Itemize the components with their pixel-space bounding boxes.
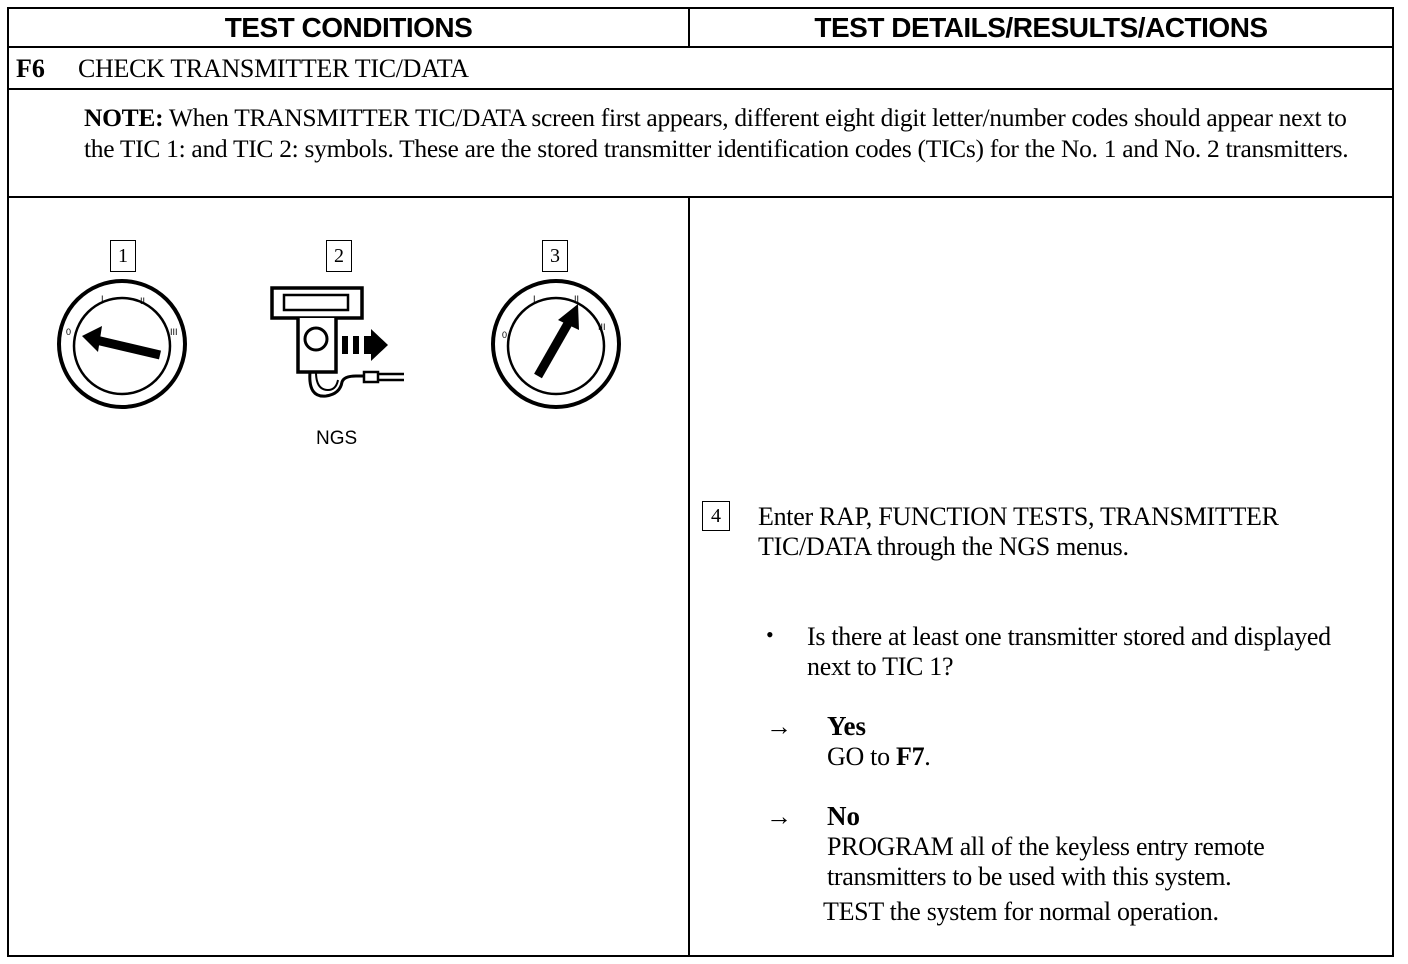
note-label: NOTE: [84, 103, 164, 132]
yes-action-suffix: . [924, 742, 931, 771]
note [84, 102, 1374, 164]
yes-arrow-icon: → [766, 712, 792, 741]
switch-mark-off: 0 [66, 327, 72, 337]
callout-4: 4 [702, 501, 730, 531]
switch-mark-ii: II [140, 296, 146, 306]
note-text: When TRANSMITTER TIC/DATA screen first appears, different eight digit letter/number codes should appear next to the TIC 1: and TIC 2: symbols. These are the stored transmitter identification codes (TICs) for the No. 1 and No. 2 transmitters. [84, 103, 1349, 163]
ignition-switch-off-icon [52, 278, 192, 414]
callout-1: 1 [110, 240, 136, 272]
callout-3: 3 [542, 240, 568, 272]
no-action-test: TEST the system for normal operation. [823, 897, 1219, 926]
instruction-text: Enter RAP, FUNCTION TESTS, TRANSMITTER TIC/DATA through the NGS menus. [758, 502, 1279, 561]
no-action-program: PROGRAM all of the keyless entry remote transmitters to be used with this system. [827, 832, 1265, 891]
yes-action-target: F7 [895, 742, 925, 771]
yes-action [827, 742, 1387, 772]
switch-mark-iii: III [170, 327, 178, 337]
callout-2: 2 [326, 240, 352, 272]
ngs-label: NGS [316, 428, 358, 449]
ngs-tester-icon [264, 282, 414, 410]
no-label: No [827, 801, 860, 831]
yes-label: Yes [827, 711, 866, 741]
switch-mark-iii: III [598, 322, 606, 332]
header-test-conditions: TEST CONDITIONS [224, 12, 473, 43]
switch-mark-ii: II [574, 294, 580, 304]
yes-action-prefix: GO to [827, 742, 896, 771]
body-column-divider [688, 196, 690, 957]
step-divider [7, 88, 1394, 90]
switch-mark-i: I [533, 294, 536, 304]
step-title: CHECK TRANSMITTER TIC/DATA [78, 54, 469, 83]
header-test-details: TEST DETAILS/RESULTS/ACTIONS [814, 12, 1268, 43]
no-arrow-icon: → [766, 802, 792, 831]
switch-mark-off: 0 [502, 330, 508, 340]
step-id: F6 [16, 54, 45, 83]
switch-mark-i: I [101, 294, 104, 304]
note-divider [7, 196, 1394, 198]
ignition-switch-run-icon [486, 278, 626, 414]
bullet: • [766, 622, 774, 647]
question-text: Is there at least one transmitter stored and displayed next to TIC 1? [807, 622, 1331, 681]
